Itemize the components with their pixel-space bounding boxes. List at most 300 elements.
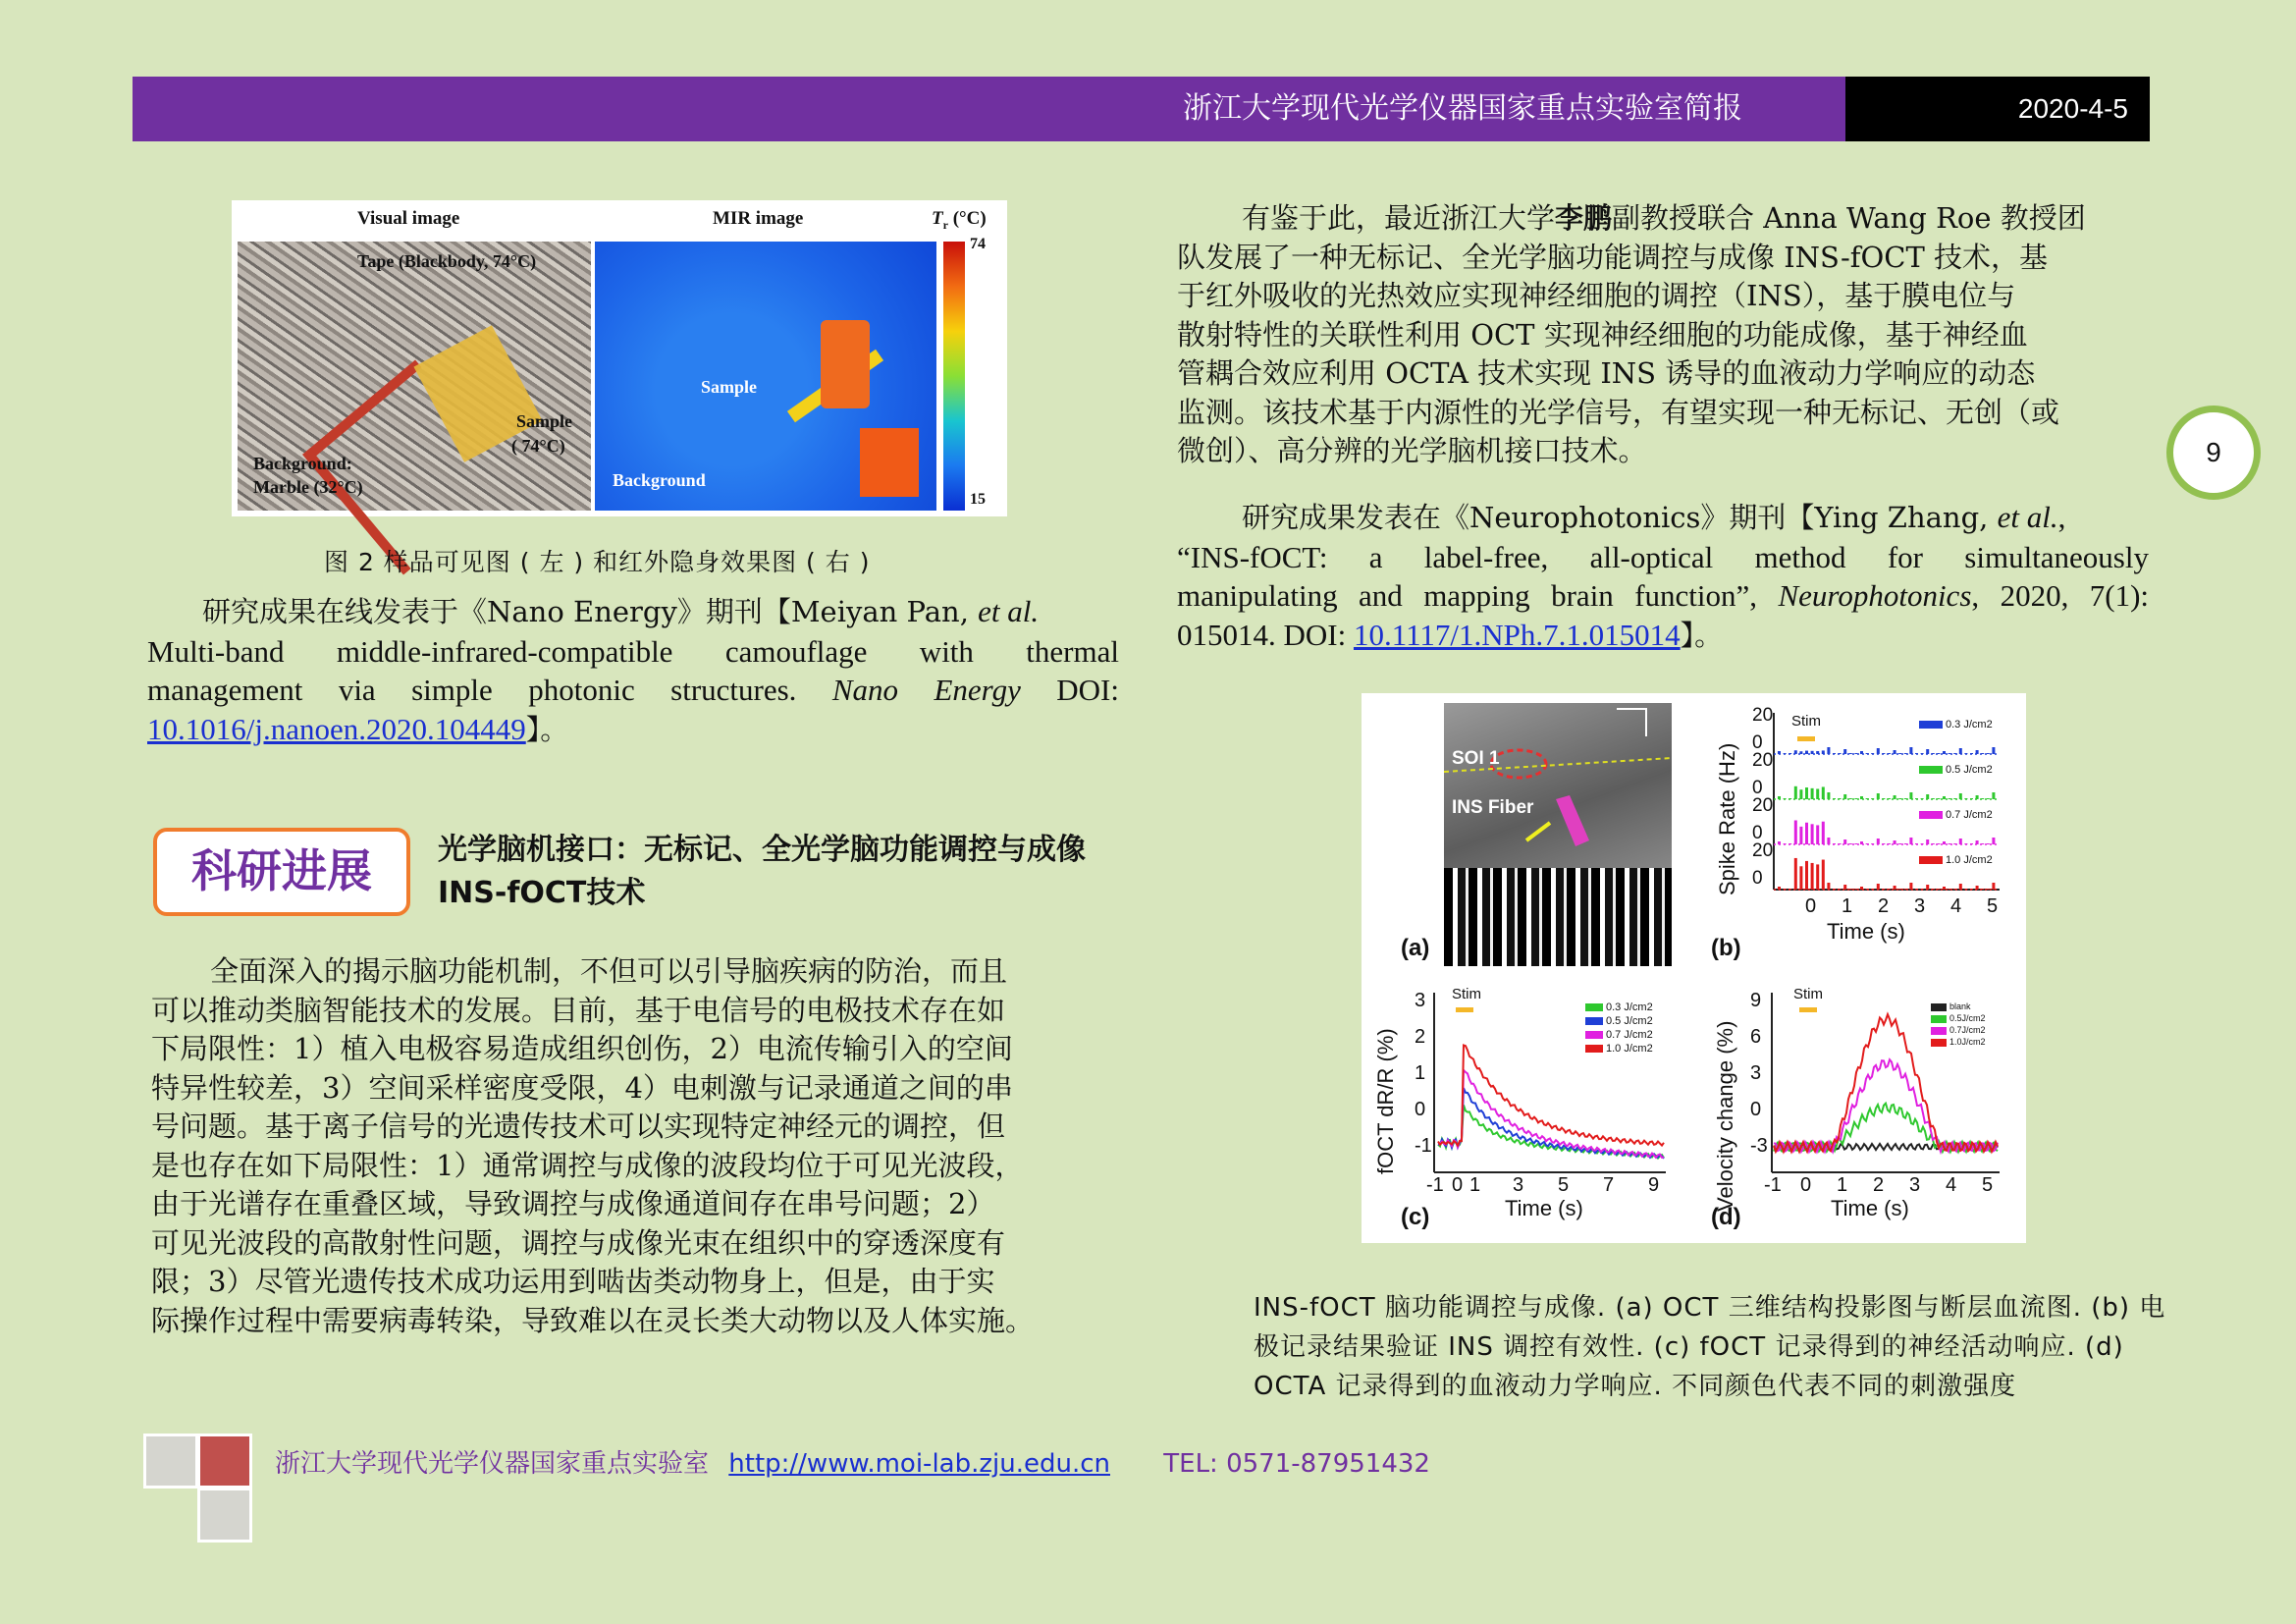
fig2-b-spike-bar [1778, 751, 1781, 754]
fig2-b-spike-bar [1937, 889, 1940, 890]
fig2-tick-label: 6 [1750, 1026, 1762, 1048]
fig2-tick-label: 0 [1752, 868, 1763, 889]
fig2-b-spike-bar [1949, 753, 1951, 754]
fig2-b-spike-bar [1811, 863, 1814, 890]
fig2-b-spike-bar [1811, 788, 1814, 799]
fig2-legend-swatch [1931, 1039, 1947, 1047]
fig1-label-background-mir: Background [613, 470, 706, 490]
fig2-b-spike-bar [1799, 751, 1802, 754]
fig2-legend-item [1919, 854, 1993, 866]
figure-1-image [232, 200, 1007, 516]
fig2-c-traces [1438, 1046, 1664, 1159]
fig2-legend-swatch [1931, 1015, 1947, 1023]
fig2-b-spike-bar [1926, 749, 1929, 754]
fig2-b-spike-bar [1909, 838, 1912, 844]
fig2-b-spike-bar [1964, 753, 1967, 754]
fig2-legend-item [1585, 1043, 1653, 1055]
fig2-b-spike-bar [1987, 843, 1990, 844]
fig1-hot-region-2 [860, 428, 919, 497]
fig2-tick-label: 0 [1752, 823, 1763, 843]
fig2-b-spike-bar [1964, 843, 1967, 844]
section-badge: 科研进展 [153, 828, 410, 916]
fig2-legend-text: 0.5 J/cm2 [1606, 1015, 1653, 1027]
fig2-b-spike-bar [1854, 753, 1857, 754]
fig2-b-spike-bar [1827, 747, 1830, 754]
fig2-c-trace [1438, 1106, 1664, 1159]
fig2-d-stim-label: Stim [1793, 986, 1823, 1002]
fig2-d-traces [1774, 1014, 1998, 1152]
footer-square-red [197, 1434, 252, 1489]
fig2-b-spike-bar [1794, 858, 1797, 890]
fig2-b-spike-bar [1909, 883, 1912, 890]
header-date: 2020-4-5 [1845, 77, 2150, 141]
fig2-tick-label: 3 [1415, 990, 1426, 1011]
fig2-b-spike-bar [1987, 889, 1990, 890]
fig2-b-spike-bar [1843, 885, 1846, 890]
fig2-b-spike-bar [1992, 792, 1995, 799]
header-bar [133, 77, 2150, 141]
fig2-legend-text: 0.7 J/cm2 [1606, 1029, 1653, 1041]
fig2-b-spike-bar [1805, 861, 1808, 890]
fig2-b-spike-bar [1921, 753, 1924, 754]
fig2-b-spike-bar [1932, 843, 1935, 844]
right-ref-line-3: manipulating and mapping brain function”, Neurophotonics, 2020, 7(1): [1177, 578, 2150, 613]
fig2-legend-swatch [1919, 811, 1943, 819]
fig2-ins-fiber-mark [1556, 795, 1589, 846]
fig2-b-spike-bar [1839, 843, 1842, 844]
fig2-b-spike-bar [1833, 798, 1836, 799]
fig2-b-spike-bar [1898, 798, 1901, 799]
fig2-b-spike-bar [1816, 825, 1819, 844]
fig2-tick-label: 9 [1648, 1174, 1660, 1196]
fig2-b-spike-bar [1926, 885, 1929, 890]
left-reference [147, 592, 1119, 749]
fig2-b-spike-bar [1871, 798, 1874, 799]
fig2-legend-swatch [1585, 1003, 1603, 1011]
fig2-b-spike-bar [1877, 839, 1880, 844]
fig2-legend-text: 0.5 J/cm2 [1946, 764, 1993, 776]
fig1-label-sample-visual-2: ( 74°C) [511, 436, 565, 456]
left-body-line-7: 由于光谱存在重叠区域，导致调控与成像通道间存在串号问题；2） [151, 1187, 995, 1220]
fig2-b-spike-bar [1888, 843, 1891, 844]
fig2-b-spike-bar [1794, 820, 1797, 844]
footer-tel: TEL: 0571-87951432 [1163, 1449, 1430, 1479]
fig2-b-spike-bar [1816, 788, 1819, 799]
fig2-b-spike-bar [1882, 843, 1885, 844]
fig2-b-spike-bar [1805, 787, 1808, 799]
fig2-b-spike-bar [1959, 748, 1962, 754]
fig2-b-spike-bar [1926, 794, 1929, 799]
fig2-b-spike-bar [1860, 751, 1863, 754]
fig2-legend-item [1585, 1001, 1653, 1013]
fig2-b-spike-bar [1789, 843, 1791, 844]
fig2-b-spike-bar [1833, 753, 1836, 754]
right-body-line-4: 散射特性的关联性利用 OCT 实现神经细胞的功能成像，基于神经血 [1177, 317, 2028, 352]
fig2-tick-label: 3 [1909, 1174, 1921, 1196]
fig2-b-spike-bar [1854, 843, 1857, 844]
fig2-b-spike-bar [1894, 886, 1896, 890]
section-title: 光学脑机接口：无标记、全光学脑功能调控与成像INS-fOCT技术 [438, 833, 1086, 910]
fig2-b-spike-bar [1784, 798, 1787, 799]
fig2-legend-item [1585, 1015, 1653, 1027]
fig2-tick-label: 3 [1914, 895, 1926, 917]
right-ref-line-4: 015014. DOI: 10.1117/1.NPh.7.1.015014】。 [1177, 617, 1724, 652]
fig2-b-spike-bar [1827, 792, 1830, 799]
fig1-scale-min: 15 [970, 491, 986, 508]
fig2-b-spike-bar [1915, 753, 1918, 754]
figure-2-image [1362, 693, 2026, 1243]
fig2-tick-label: 20 [1752, 840, 1774, 861]
fig2-b-spike-bar [1894, 795, 1896, 799]
fig2-legend-swatch [1919, 766, 1943, 774]
fig2-b-spike-bar [1953, 889, 1956, 890]
fig2-b-spike-bar [1949, 889, 1951, 890]
fig2-ins-fiber-label: INS Fiber [1452, 797, 1534, 818]
fig2-b-spike-bar [1898, 843, 1901, 844]
fig2-legend-text: 0.3 J/cm2 [1606, 1001, 1653, 1013]
fig2-b-ylabel: Spike Rate (Hz) [1715, 742, 1739, 895]
fig2-b-spike-bar [1789, 889, 1791, 890]
fig2-legend-swatch [1931, 1027, 1947, 1035]
fig2-b-spike-bar [1866, 889, 1869, 890]
fig2-b-spike-bar [1904, 889, 1907, 890]
left-body-line-5: 号问题。基于离子信号的光遗传技术可以实现特定神经元的调控，但 [151, 1110, 1006, 1143]
fig2-b-spike-bar [1860, 887, 1863, 890]
fig2-c-trace [1438, 1046, 1664, 1146]
right-ref-line-1: 研究成果发表在《Neurophotonics》期刊【Ying Zhang, et al., [1242, 500, 2066, 534]
fig2-tick-label: -1 [1764, 1174, 1782, 1196]
fig2-soi-label: SOI 1 [1452, 748, 1500, 769]
fig1-label-sample-mir: Sample [701, 377, 758, 397]
right-ref-line-2: “INS-fOCT: a label-free, all-optical method for simultaneously [1177, 539, 2149, 574]
fig2-b-spike-bar [1926, 839, 1929, 844]
fig1-label-visual: Visual image [357, 208, 460, 229]
footer-lab-name: 浙江大学现代光学仪器国家重点实验室 [275, 1449, 710, 1479]
fig2-b-spike-bar [1981, 889, 1984, 890]
fig2-b-spike-bar [1964, 889, 1967, 890]
left-body-line-9: 限；3）尽管光遗传技术成功运用到啮齿类动物身上，但是，由于实 [151, 1265, 995, 1298]
fig2-b-stim-bar [1797, 736, 1815, 741]
fig2-b-spike-bar [1822, 860, 1825, 890]
figure-2-caption: INS-fOCT 脑功能调控与成像. (a) OCT 三维结构投影图与断层血流图. (b) 电极记录结果验证 INS 调控有效性. (c) fOCT 记录得到的神经活动响应. (d) OCTA 记录得到的血液动力学响应. 不同颜色代表不同的刺激强度 [1254, 1293, 2166, 1401]
footer [275, 1443, 1430, 1480]
fig2-b-spike-bar [1921, 843, 1924, 844]
left-doi-link[interactable]: 10.1016/j.nanoen.2020.104449 [147, 711, 526, 746]
fig2-tick-label: 5 [1987, 895, 1999, 917]
fig2-b-spike-bar [1778, 887, 1781, 890]
fig2-b-spike-bar [1987, 798, 1990, 799]
fig2-b-spike-bar [1943, 751, 1946, 754]
fig2-tick-label: 5 [1982, 1174, 1994, 1196]
fig2-b-spike-bar [1822, 786, 1825, 799]
fig2-b-spike-bar [1921, 798, 1924, 799]
fig2-b-spike-bar [1784, 889, 1787, 890]
fig2-tick-label: 4 [1950, 895, 1962, 917]
fig2-b-spike-bar [1866, 843, 1869, 844]
fig2-tick-label: 0 [1805, 895, 1817, 917]
fig2-b-spike-bar [1981, 843, 1984, 844]
fig2-d-trace [1774, 1014, 1998, 1152]
fig2-legend-swatch [1585, 1017, 1603, 1025]
fig2-b-spike-bar [1992, 747, 1995, 754]
fig2-b-spike-bar [1953, 753, 1956, 754]
fig2-tick-label: 9 [1750, 990, 1762, 1011]
fig2-b-spike-bar [1854, 889, 1857, 890]
left-ref-line-2: Multi-band middle-infrared-compatible camouflage with thermal [147, 633, 1119, 669]
header-title: 浙江大学现代光学仪器国家重点实验室简报 [1183, 91, 1742, 126]
fig2-legend-swatch [1585, 1031, 1603, 1039]
fig2-b-spike-bar [1860, 796, 1863, 799]
left-body-line-10: 际操作过程中需要病毒转染，导致难以在灵长类大动物以及人体实施。 [151, 1303, 1035, 1337]
fig2-c-xlabel: Time (s) [1505, 1196, 1583, 1220]
fig2-b-spike-bar [1778, 841, 1781, 844]
footer-url-link[interactable]: http://www.moi-lab.zju.edu.cn [728, 1449, 1110, 1479]
right-body-line-3: 于红外吸收的光热效应实现神经细胞的调控（INS），基于膜电位与 [1177, 279, 2016, 312]
fig2-tick-label: 1 [1469, 1174, 1481, 1196]
fig2-tick-label: 2 [1878, 895, 1890, 917]
fig2-legend-text: blank [1949, 1001, 1971, 1011]
fig2-tick-label: 0 [1452, 1174, 1464, 1196]
right-body [1177, 199, 2149, 471]
fig1-colorbar [943, 242, 965, 511]
fig2-b-spike-bar [1970, 798, 1973, 799]
fig2-b-spike-bar [1871, 753, 1874, 754]
fig2-b-spike-bar [1882, 798, 1885, 799]
fig2-b-spike-bar [1816, 864, 1819, 890]
fig2-b-spike-bar [1866, 798, 1869, 799]
fig2-b-spike-bar [1898, 889, 1901, 890]
fig2-tick-label: 0 [1415, 1099, 1426, 1120]
fig2-b-spike-bar [1981, 753, 1984, 754]
fig2-legend-swatch [1919, 721, 1943, 729]
fig2-panel-a-label: (a) [1401, 935, 1430, 961]
fig2-b-spike-bar [1877, 793, 1880, 799]
left-body-line-2: 可以推动类脑智能技术的发展。目前，基于电信号的电极技术存在如 [151, 993, 1006, 1027]
fig2-legend-swatch [1931, 1003, 1947, 1011]
fig2-tick-label: -1 [1426, 1174, 1444, 1196]
right-body-line-5: 管耦合效应利用 OCTA 技术实现 INS 诱导的血液动力学响应的动态 [1177, 356, 2036, 390]
fig2-b-spike-bar [1959, 839, 1962, 844]
fig2-b-spike-bar [1789, 798, 1791, 799]
fig2-b-spike-bar [1915, 843, 1918, 844]
fig2-b-spike-bar [1949, 798, 1951, 799]
fig2-b-spike-bar [1976, 886, 1979, 890]
fig2-b-spike-bar [1882, 753, 1885, 754]
fig2-b-spike-bar [1822, 750, 1825, 754]
fig1-label-background-visual-2: Marble (32°C) [253, 477, 363, 497]
fig2-b-spike-bar [1805, 751, 1808, 754]
fig2-b-spike-bar [1849, 843, 1852, 844]
fig2-b-spike-bar [1888, 798, 1891, 799]
fig2-b-spike-bar [1827, 883, 1830, 890]
fig2-b-spike-bar [1959, 884, 1962, 890]
fig2-b-spike-bar [1937, 798, 1940, 799]
fig2-c-stim-label: Stim [1452, 986, 1481, 1002]
fig2-legend-item [1931, 1013, 1986, 1023]
fig2-tick-label: 1 [1837, 1174, 1848, 1196]
fig2-b-spike-bar [1943, 841, 1946, 844]
fig2-tick-label: 5 [1558, 1174, 1570, 1196]
fig2-b-spike-bar [1871, 843, 1874, 844]
fig2-fiber-arrow [1526, 823, 1550, 840]
fig2-legend-text: 1.0J/cm2 [1949, 1037, 1986, 1047]
fig2-legend-item [1585, 1029, 1653, 1041]
fig2-tick-label: -1 [1415, 1135, 1432, 1157]
fig2-b-spike-bar [1915, 889, 1918, 890]
fig2-legend-text: 0.7J/cm2 [1949, 1025, 1986, 1035]
fig2-tick-label: 20 [1752, 705, 1774, 726]
fig2-legend-swatch [1585, 1045, 1603, 1053]
fig2-b-spike-bar [1976, 795, 1979, 799]
fig2-b-spike-bar [1811, 751, 1814, 754]
fig2-b-spike-bar [1799, 866, 1802, 890]
fig2-legend-item [1919, 764, 1993, 776]
right-body-line-1: 有鉴于此，最近浙江大学李鹏副教授联合 Anna Wang Roe 教授团 [1242, 201, 2086, 235]
fig2-legend-text: 1.0 J/cm2 [1606, 1043, 1653, 1055]
fig2-b-spike-bar [1888, 753, 1891, 754]
fig2-legend-text: 0.3 J/cm2 [1946, 719, 1993, 731]
fig2-panel-c-label: (c) [1401, 1204, 1430, 1230]
right-doi-link[interactable]: 10.1117/1.NPh.7.1.015014 [1353, 617, 1681, 652]
fig2-legend-text: 1.0 J/cm2 [1946, 854, 1993, 866]
fig2-b-spike-bar [1970, 843, 1973, 844]
left-body-line-3: 下局限性：1）植入电极容易造成组织创伤，2）电流传输引入的空间 [151, 1032, 1013, 1065]
fig2-b-spike-bar [1949, 843, 1951, 844]
fig2-b-spike-bar [1794, 750, 1797, 754]
fig2-b-spike-bar [1992, 838, 1995, 844]
left-body-line-4: 特异性较差，3）空间采样密度受限，4）电刺激与记录通道之间的串 [151, 1070, 1013, 1105]
fig2-tick-label: 20 [1752, 750, 1774, 771]
fig2-b-spike-bar [1894, 840, 1896, 844]
fig2-b-spike-bar [1811, 824, 1814, 844]
fig2-panel-b-label: (b) [1711, 935, 1741, 961]
fig2-tick-label: 2 [1873, 1174, 1885, 1196]
fig2-b-spike-bar [1871, 889, 1874, 890]
page-number: 9 [2166, 406, 2261, 500]
fig2-b-spike-bar [1877, 884, 1880, 890]
fig2-b-spike-bar [1833, 843, 1836, 844]
fig2-b-spike-bar [1932, 753, 1935, 754]
fig2-b-spike-bar [1987, 753, 1990, 754]
fig2-b-spike-bar [1849, 753, 1852, 754]
fig2-b-spike-bar [1992, 883, 1995, 890]
fig2-tick-label: 3 [1750, 1062, 1762, 1084]
fig2-b-spike-bar [1794, 786, 1797, 799]
fig2-b-spike-bar [1904, 798, 1907, 799]
left-ref-line-1: 研究成果在线发表于《Nano Energy》期刊【Meiyan Pan, et al. [202, 594, 1040, 628]
footer-square-grey-2 [197, 1488, 252, 1543]
fig2-legend-item [1919, 719, 1993, 731]
fig2-b-spike-bar [1937, 753, 1940, 754]
fig2-b-spike-bar [1959, 793, 1962, 799]
fig2-b-spike-bar [1909, 792, 1912, 799]
fig2-b-spike-bar [1799, 789, 1802, 799]
fig2-b-spike-bar [1921, 889, 1924, 890]
fig2-legend-text: 0.5J/cm2 [1949, 1013, 1986, 1023]
fig2-b-spike-bar [1943, 887, 1946, 890]
fig2-b-spike-bar [1909, 747, 1912, 754]
fig2-legend-text: 0.7 J/cm2 [1946, 809, 1993, 821]
fig2-b-spike-bar [1953, 843, 1956, 844]
fig2-d-stim-bar [1799, 1007, 1817, 1012]
fig2-b-spike-bar [1976, 750, 1979, 754]
fig2-tick-label: 3 [1513, 1174, 1524, 1196]
fig2-b-spike-bar [1970, 889, 1973, 890]
fig2-b-spike-bar [1877, 748, 1880, 754]
left-body-line-6: 是也存在如下局限性：1）通常调控与成像的波段均位于可见光波段， [151, 1148, 1024, 1182]
fig2-tick-label: 0 [1752, 778, 1763, 798]
fig2-b-spike-bar [1943, 796, 1946, 799]
fig2-axis-icon [1617, 709, 1646, 736]
right-body-line-7: 微创）、高分辨的光学脑机接口技术。 [1177, 434, 1647, 467]
fig2-b-spike-bar [1866, 753, 1869, 754]
fig2-b-spike-bar [1784, 753, 1787, 754]
fig2-b-spike-bar [1849, 798, 1852, 799]
fig2-b-spike-bar [1799, 827, 1802, 844]
fig2-b-xlabel: Time (s) [1827, 919, 1905, 944]
fig2-b-spike-bar [1843, 749, 1846, 754]
fig2-b-spike-bar [1833, 889, 1836, 890]
fig2-legend-item [1931, 1001, 1971, 1011]
fig1-label-background-visual-1: Background: [253, 454, 352, 473]
right-reference [1177, 498, 2149, 655]
fig2-b-spike-bar [1849, 889, 1852, 890]
fig2-b-spike-bar [1860, 841, 1863, 844]
fig2-b-spike-bar [1789, 753, 1791, 754]
fig2-tick-label: 20 [1752, 795, 1774, 816]
footer-square-grey-1 [143, 1434, 198, 1489]
fig2-b-spike-bar [1937, 843, 1940, 844]
fig2-b-spike-bar [1805, 823, 1808, 844]
fig2-b-spike-bar [1898, 753, 1901, 754]
left-ref-line-3: management via simple photonic structures. Nano Energy DOI: [147, 673, 1119, 707]
left-body-line-1: 全面深入的揭示脑功能机制，不但可以引导脑疾病的防治，而且 [210, 954, 1008, 988]
fig2-b-spike-bar [1932, 798, 1935, 799]
fig1-label-mir: MIR image [713, 208, 804, 229]
fig2-b-spike-bar [1839, 889, 1842, 890]
fig2-b-spike-bar [1894, 750, 1896, 754]
fig2-b-spike-bar [1970, 753, 1973, 754]
fig2-tick-label: 0 [1800, 1174, 1812, 1196]
fig2-tick-label: 1 [1842, 895, 1853, 917]
fig2-b-spike-bar [1904, 753, 1907, 754]
fig2-c-ylabel: fOCT dR/R (%) [1373, 1028, 1398, 1174]
fig2-tick-label: 2 [1415, 1026, 1426, 1048]
fig2-legend-swatch [1919, 856, 1943, 864]
fig2-b-spike-bar [1882, 889, 1885, 890]
fig2-c-trace [1438, 1088, 1664, 1159]
fig2-tick-label: -3 [1750, 1135, 1768, 1157]
fig2-tick-label: 1 [1415, 1062, 1426, 1084]
fig2-d-ylabel: Velocity change (%) [1713, 1020, 1737, 1212]
figure-1-caption: 图 2 样品可见图 ( 左 ) 和红外隐身效果图 ( 右 ) [324, 548, 871, 576]
fig1-label-sample-visual-1: Sample [516, 411, 573, 431]
fig2-b-spike-bar [1888, 889, 1891, 890]
fig2-tick-label: 0 [1750, 1099, 1762, 1120]
fig2-b-spike-bar [1822, 822, 1825, 844]
right-body-line-6: 监测。该技术基于内源性的光学信号，有望实现一种无标记、无创（或 [1177, 395, 2060, 429]
fig2-tick-label: 4 [1946, 1174, 1957, 1196]
fig1-hot-region-1 [821, 320, 870, 408]
fig2-panel-d-label: (d) [1711, 1204, 1741, 1230]
left-body-line-8: 可见光波段的高散射性问题，调控与成像光束在组织中的穿透深度有 [151, 1225, 1006, 1260]
fig1-label-tr: $T_r$ (°C) [932, 208, 987, 232]
fig2-b-spike-bar [1778, 796, 1781, 799]
fig2-d-xlabel: Time (s) [1831, 1196, 1909, 1220]
fig2-b-spike-bar [1839, 798, 1842, 799]
fig2-legend-item [1931, 1025, 1986, 1035]
fig2-b-spike-bar [1839, 753, 1842, 754]
